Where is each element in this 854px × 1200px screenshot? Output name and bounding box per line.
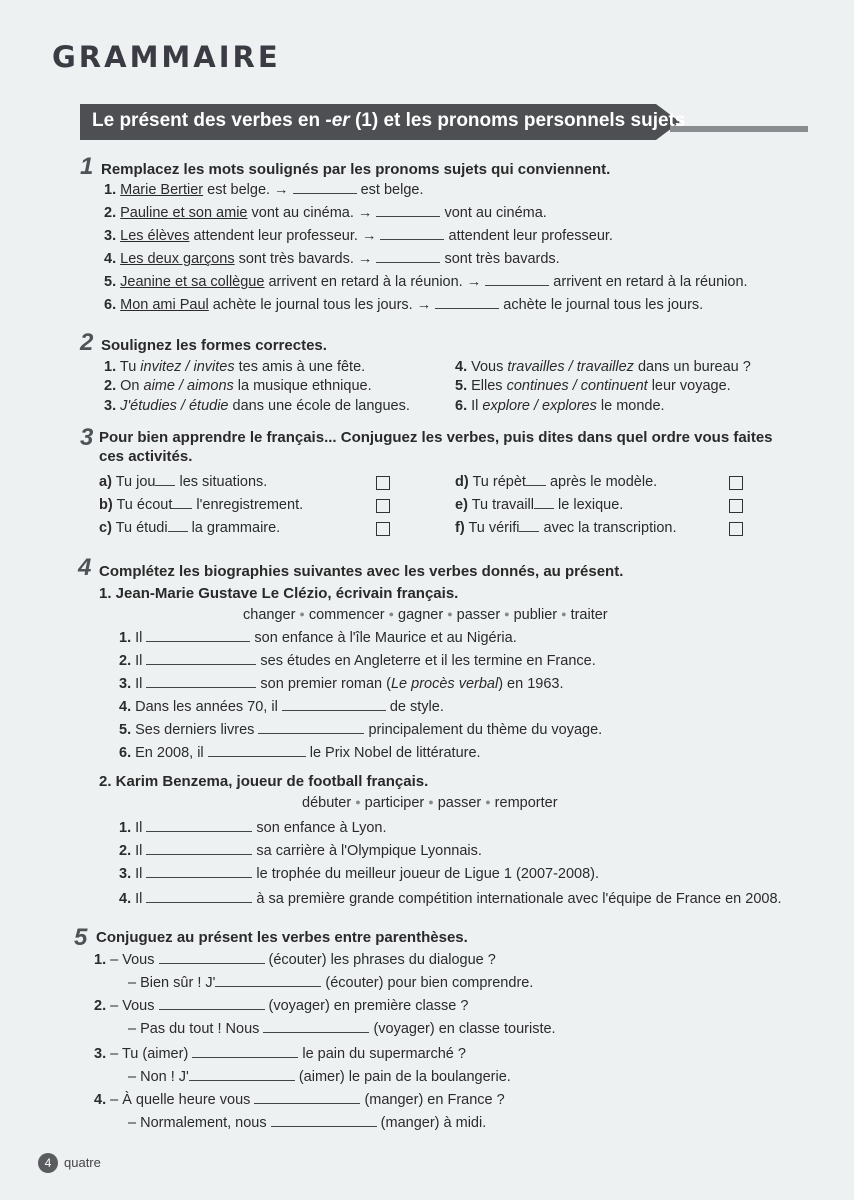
page-number: 4 <box>38 1153 58 1173</box>
item-text: (manger) à midi. <box>376 1115 487 1131</box>
item-text: On <box>120 378 144 394</box>
answer-blank[interactable] <box>146 890 252 903</box>
item-text: avec la transcription. <box>539 520 677 536</box>
item-text: le monde. <box>596 398 665 414</box>
bullet-separator: ● <box>504 609 510 619</box>
item-text: les situations. <box>175 474 268 490</box>
answer-blank[interactable] <box>146 675 256 688</box>
order-checkbox[interactable] <box>729 499 743 513</box>
underlined-subject: Mon ami Paul <box>120 297 209 313</box>
item-text: Tu <box>119 359 141 375</box>
answer-blank[interactable] <box>146 865 252 878</box>
item-number: 3. <box>119 676 132 692</box>
choice-options: continues / continuent <box>506 378 648 394</box>
underlined-subject: Marie Bertier <box>120 182 204 198</box>
verb-stem: Tu vérifi <box>468 520 520 536</box>
item-text: (voyager) en classe touriste. <box>369 1021 556 1037</box>
item-text: leur voyage. <box>647 378 731 394</box>
choice-options: aime / aimons <box>143 378 234 394</box>
bio-1-item <box>119 651 596 671</box>
item-text: son premier roman ( <box>256 676 391 692</box>
item-text: Il <box>471 398 483 414</box>
bio-1-item <box>119 697 444 717</box>
choice-options: travailles / travaillez <box>507 359 634 375</box>
exercise-5-question <box>94 1090 505 1110</box>
exercise-4-instruction: Complétez les biographies suivantes avec les verbes donnés, au présent. <box>99 563 624 580</box>
bullet-separator: ● <box>355 797 361 807</box>
item-text: Vous <box>471 359 508 375</box>
verb-option: changer <box>243 607 296 623</box>
ending-blank[interactable] <box>534 496 554 509</box>
verb-option: remporter <box>494 795 558 811</box>
item-text: le lexique. <box>554 497 624 513</box>
exercise-2-item <box>455 376 731 396</box>
underlined-subject: Jeanine et sa collègue <box>120 274 265 290</box>
item-text: le Prix Nobel de littérature. <box>305 745 481 761</box>
item-text: vont au cinéma. <box>440 205 547 221</box>
exercise-1-item <box>104 272 748 292</box>
answer-blank[interactable] <box>263 1020 369 1033</box>
answer-blank[interactable] <box>192 1045 298 1058</box>
bullet-separator: ● <box>485 797 491 807</box>
exercise-4-number: 4 <box>78 554 92 581</box>
bio-2-item <box>119 818 387 838</box>
answer-blank[interactable] <box>271 1114 377 1127</box>
choice-options: J'étudies / étudie <box>120 398 229 414</box>
exercise-5-number: 5 <box>74 924 88 951</box>
item-number: 2. <box>119 653 132 669</box>
order-checkbox[interactable] <box>376 522 390 536</box>
exercise-1-item <box>104 295 703 315</box>
item-text: son enfance à Lyon. <box>252 820 387 836</box>
verb-option: commencer <box>308 607 385 623</box>
answer-blank[interactable] <box>146 819 252 832</box>
verb-stem: Tu jou <box>115 474 156 490</box>
exercise-3-item <box>455 472 657 492</box>
bio-1-item <box>119 743 481 763</box>
order-checkbox[interactable] <box>729 522 743 536</box>
item-text: En 2008, il <box>135 745 208 761</box>
answer-blank[interactable] <box>189 1068 295 1081</box>
answer-blank[interactable] <box>282 698 386 711</box>
item-letter: e) <box>455 497 468 513</box>
verb-stem: Tu étudi <box>115 520 168 536</box>
ending-blank[interactable] <box>519 519 539 532</box>
item-text: Il <box>135 676 147 692</box>
exercise-2-item <box>104 396 410 416</box>
item-text: (écouter) les phrases du dialogue ? <box>264 952 496 968</box>
bio-2-item <box>119 841 482 861</box>
item-number: 4. <box>104 251 117 267</box>
answer-blank[interactable] <box>380 227 444 240</box>
item-text: – Non ! J' <box>128 1069 189 1085</box>
item-text: achète le journal tous les jours. → <box>208 297 436 313</box>
bullet-separator: ● <box>561 609 567 619</box>
item-letter: c) <box>99 520 112 536</box>
exercise-1-item <box>104 249 560 269</box>
item-number: 1. <box>119 630 132 646</box>
exercise-2-item <box>104 357 365 377</box>
answer-blank[interactable] <box>258 721 364 734</box>
exercise-5-question <box>94 950 496 970</box>
item-text: – Vous <box>110 952 159 968</box>
item-text: (manger) en France ? <box>360 1092 505 1108</box>
exercise-3-item <box>99 472 267 492</box>
verb-stem: Tu écout <box>116 497 173 513</box>
item-text: sa carrière à l'Olympique Lyonnais. <box>252 843 482 859</box>
item-text: l'enregistrement. <box>192 497 304 513</box>
exercise-3-number: 3 <box>80 424 94 451</box>
item-number: 3. <box>119 866 132 882</box>
choice-options: explore / explores <box>482 398 597 414</box>
item-number: 1. <box>119 820 132 836</box>
bullet-separator: ● <box>428 797 434 807</box>
exercise-1-item <box>104 226 613 246</box>
exercise-3-item <box>99 518 280 538</box>
item-text: arrivent en retard à la réunion. → <box>264 274 486 290</box>
item-text: Il <box>135 891 147 907</box>
answer-blank[interactable] <box>146 652 256 665</box>
item-number: 1. <box>104 182 117 198</box>
item-text: tes amis à une fête. <box>234 359 366 375</box>
exercise-2-item <box>104 376 372 396</box>
order-checkbox[interactable] <box>376 499 390 513</box>
answer-blank[interactable] <box>485 273 549 286</box>
bullet-separator: ● <box>299 609 305 619</box>
item-text: est belge. <box>356 182 424 198</box>
item-text: Elles <box>471 378 507 394</box>
item-text: (voyager) en première classe ? <box>264 998 469 1014</box>
item-number: 5. <box>455 378 468 394</box>
item-number: 2. <box>104 205 117 221</box>
item-letter: f) <box>455 520 465 536</box>
bio-1-item <box>119 720 602 740</box>
bio-2-item <box>119 864 599 884</box>
exercise-1-instruction: Remplacez les mots soulignés par les pronoms sujets qui conviennent. <box>101 161 611 178</box>
item-text: de style. <box>385 699 444 715</box>
ending-blank[interactable] <box>526 473 546 486</box>
item-text: Il <box>135 843 147 859</box>
item-text: – À quelle heure vous <box>110 1092 255 1108</box>
exercise-2-item <box>455 357 751 377</box>
item-text: dans une école de langues. <box>228 398 410 414</box>
item-text: principalement du thème du voyage. <box>364 722 603 738</box>
item-text: Ses derniers livres <box>135 722 259 738</box>
exercise-5-answer <box>128 973 533 993</box>
page-number-word: quatre <box>64 1155 101 1170</box>
item-number: 1. <box>94 952 107 968</box>
exercise-3-item <box>455 518 677 538</box>
item-text: Il <box>135 866 147 882</box>
answer-blank[interactable] <box>376 204 440 217</box>
section-title: GRAMMAIRE <box>52 40 281 74</box>
item-text: attendent leur professeur. → <box>189 228 381 244</box>
item-text: ) en 1963. <box>498 676 564 692</box>
verb-option: passer <box>456 607 501 623</box>
item-text: – Tu (aimer) <box>110 1046 193 1062</box>
verb-option: passer <box>437 795 482 811</box>
bio-2-item <box>119 889 782 909</box>
bio-2-heading: 2. Karim Benzema, joueur de football français. <box>99 773 429 790</box>
item-text: – Pas du tout ! Nous <box>128 1021 264 1037</box>
book-title: Le procès verbal <box>390 676 499 692</box>
item-number: 4. <box>119 699 132 715</box>
exercise-5-answer <box>128 1019 556 1039</box>
exercise-2-item <box>455 396 665 416</box>
verb-option: débuter <box>302 795 352 811</box>
item-number: 4. <box>119 891 132 907</box>
item-text: (écouter) pour bien comprendre. <box>321 975 534 991</box>
answer-blank[interactable] <box>215 974 321 987</box>
bullet-separator: ● <box>388 609 395 619</box>
answer-blank[interactable] <box>146 629 250 642</box>
item-text: arrivent en retard à la réunion. <box>549 274 748 290</box>
answer-blank[interactable] <box>254 1091 360 1104</box>
answer-blank[interactable] <box>159 951 265 964</box>
verb-option: publier <box>513 607 558 623</box>
exercise-1-item <box>104 180 424 200</box>
verb-stem: Tu répèt <box>472 474 526 490</box>
item-text: – Vous <box>110 998 159 1014</box>
bio-2-verb-box <box>302 795 558 811</box>
item-text: la grammaire. <box>187 520 281 536</box>
item-number: 6. <box>119 745 132 761</box>
exercise-5-question <box>94 996 468 1016</box>
underlined-subject: Les deux garçons <box>120 251 235 267</box>
item-letter: a) <box>99 474 112 490</box>
item-text: le trophée du meilleur joueur de Ligue 1 (2007-2008). <box>252 866 600 882</box>
bio-1-heading: 1. Jean-Marie Gustave Le Clézio, écrivain français. <box>99 585 459 602</box>
verb-option: participer <box>364 795 425 811</box>
banner-rule <box>670 126 808 132</box>
item-text: sont très bavards. <box>440 251 560 267</box>
item-number: 3. <box>104 228 117 244</box>
ending-blank[interactable] <box>168 519 188 532</box>
order-checkbox[interactable] <box>729 476 743 490</box>
bio-1-item <box>119 628 517 648</box>
item-number: 5. <box>119 722 132 738</box>
bullet-separator: ● <box>447 609 453 619</box>
item-number: 3. <box>94 1046 107 1062</box>
item-text: le pain du supermarché ? <box>298 1046 466 1062</box>
answer-blank[interactable] <box>293 181 357 194</box>
exercise-3-item <box>455 495 623 515</box>
item-text: Il <box>135 653 147 669</box>
item-text: sont très bavards. → <box>234 251 377 267</box>
item-text: vont au cinéma. → <box>247 205 377 221</box>
bio-1-item <box>119 674 564 694</box>
item-text: Dans les années 70, il <box>135 699 282 715</box>
exercise-3-item <box>99 495 303 515</box>
item-text: Il <box>135 630 147 646</box>
answer-blank[interactable] <box>376 250 440 263</box>
verb-option: gagner <box>398 607 444 623</box>
item-text: la musique ethnique. <box>233 378 372 394</box>
exercise-5-instruction: Conjuguez au présent les verbes entre parenthèses. <box>96 929 468 946</box>
item-number: 4. <box>94 1092 107 1108</box>
item-text: est belge. → <box>203 182 293 198</box>
item-number: 4. <box>455 359 468 375</box>
item-number: 3. <box>104 398 117 414</box>
item-text: après le modèle. <box>545 474 658 490</box>
exercise-5-question <box>94 1044 466 1064</box>
bio-1-verb-box <box>243 607 608 623</box>
choice-options: invitez / invites <box>140 359 235 375</box>
item-text: achète le journal tous les jours. <box>499 297 704 313</box>
ending-blank[interactable] <box>172 496 192 509</box>
item-letter: b) <box>99 497 113 513</box>
item-number: 2. <box>104 378 117 394</box>
verb-stem: Tu travaill <box>471 497 534 513</box>
item-text: – Normalement, nous <box>128 1115 271 1131</box>
exercise-3-instruction: Pour bien apprendre le français... Conjuguez les verbes, puis dites dans quel ordre vous faites ces activités. <box>99 429 773 465</box>
ending-blank[interactable] <box>155 473 175 486</box>
answer-blank[interactable] <box>146 842 252 855</box>
item-number: 5. <box>104 274 117 290</box>
item-number: 6. <box>455 398 468 414</box>
item-text: dans un bureau ? <box>633 359 751 375</box>
item-text: Il <box>135 820 147 836</box>
exercise-2-number: 2 <box>80 329 94 356</box>
exercise-1-item <box>104 203 547 223</box>
item-text: – Bien sûr ! J' <box>128 975 216 991</box>
item-number: 2. <box>119 843 132 859</box>
item-text: ses études en Angleterre et il les termine en France. <box>256 653 596 669</box>
exercise-1-number: 1 <box>80 153 94 180</box>
item-text: (aimer) le pain de la boulangerie. <box>294 1069 511 1085</box>
lesson-title: Le présent des verbes en -er (1) et les pronoms personnels sujets <box>92 110 686 131</box>
exercise-5-answer <box>128 1067 511 1087</box>
answer-blank[interactable] <box>159 997 265 1010</box>
item-number: 6. <box>104 297 117 313</box>
exercise-2-instruction: Soulignez les formes correctes. <box>101 337 327 354</box>
item-number: 2. <box>94 998 107 1014</box>
answer-blank[interactable] <box>208 744 306 757</box>
item-text: son enfance à l'île Maurice et au Nigéria. <box>250 630 517 646</box>
order-checkbox[interactable] <box>376 476 390 490</box>
answer-blank[interactable] <box>435 296 499 309</box>
underlined-subject: Pauline et son amie <box>120 205 248 221</box>
item-letter: d) <box>455 474 469 490</box>
verb-option: traiter <box>570 607 608 623</box>
item-text: attendent leur professeur. <box>444 228 613 244</box>
item-number: 1. <box>104 359 117 375</box>
underlined-subject: Les élèves <box>120 228 190 244</box>
item-text: à sa première grande compétition internationale avec l'équipe de France en 2008. <box>252 891 782 907</box>
exercise-5-answer <box>128 1113 486 1133</box>
